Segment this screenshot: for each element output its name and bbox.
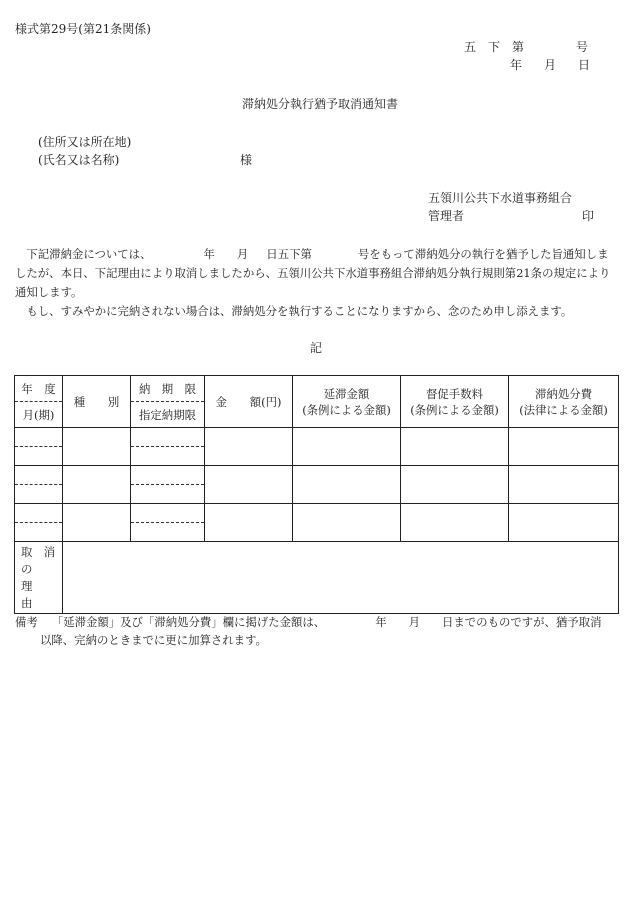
cell-year-period[interactable] (15, 504, 63, 542)
cell-disposal-fee[interactable] (509, 504, 619, 542)
cell-due-date[interactable] (131, 428, 205, 466)
cell-late-fee[interactable] (293, 428, 401, 466)
cell-amount[interactable] (205, 504, 293, 542)
reason-label-line-2: 理 由 (21, 578, 67, 610)
cell-kind[interactable] (63, 428, 131, 466)
remarks-year: 年 (375, 615, 387, 629)
header-designated-due: 指定納期限 (139, 407, 196, 422)
form-number: 様式第29号(第21条関係) (15, 22, 151, 36)
recipient-name-label: (氏名又は名称) (38, 153, 120, 167)
header-disposal-fee-note: (法律による金額) (519, 402, 608, 417)
remarks-line-1 (15, 613, 619, 631)
date-month: 月 (544, 58, 557, 72)
header-reminder-fee (401, 376, 509, 428)
remarks-part-b: 日までのものですが、猶予取消 (442, 615, 602, 629)
date-year: 年 (510, 58, 523, 72)
body-p1-day: 日五下第 (266, 247, 312, 261)
issuer-organization: 五領川公共下水道事務組合 (428, 191, 573, 205)
remarks (15, 613, 619, 649)
reason-label (15, 542, 67, 614)
document-number (464, 40, 588, 54)
issuer-role: 管理者 (428, 209, 465, 223)
reason-label-line-1: 取 消 の (21, 544, 67, 576)
header-reminder-fee-note: (条例による金額) (410, 402, 499, 417)
ki-label: 記 (310, 341, 323, 355)
remarks-line-2: 以降、完納のときまでに更に加算されます。 (40, 633, 267, 647)
cell-due-date[interactable] (131, 466, 205, 504)
header-kind: 種 別 (63, 376, 131, 428)
header-disposal-fee (509, 376, 619, 428)
recipient-honorific: 様 (240, 153, 253, 167)
issuer-seal: 印 (582, 209, 595, 223)
arrears-table (14, 375, 619, 614)
table-row (15, 504, 619, 542)
body-text (15, 245, 619, 321)
cell-reminder-fee[interactable] (401, 504, 509, 542)
document-date (510, 58, 590, 72)
header-year-period (15, 376, 63, 428)
cell-kind[interactable] (63, 504, 131, 542)
cell-amount[interactable] (205, 466, 293, 504)
cell-disposal-fee[interactable] (509, 466, 619, 504)
remarks-lead: 備考 (15, 615, 38, 629)
cell-amount[interactable] (205, 428, 293, 466)
cell-year-period[interactable] (15, 428, 63, 466)
recipient-address-label: (住所又は所在地) (38, 135, 132, 149)
document-number-suffix: 号 (576, 40, 589, 54)
reason-input-cell[interactable] (63, 542, 619, 614)
header-reminder-fee-title: 督促手数料 (426, 386, 483, 401)
cell-reminder-fee[interactable] (401, 428, 509, 466)
body-paragraph-1 (15, 245, 619, 302)
date-day: 日 (578, 58, 591, 72)
header-late-fee (293, 376, 401, 428)
document-title: 滞納処分執行猶予取消通知書 (242, 97, 399, 111)
header-due-date (131, 376, 205, 428)
reason-row (15, 542, 619, 614)
body-p1-part-b: 号をもって滞納処分の執行を猶予した旨通知しましたが、本日、下記理由により取消しましたから、五領川公共下水道事務組合滞納処分執行規則第21条の規定により通知します。 (15, 247, 611, 299)
header-disposal-fee-title: 滞納処分費 (535, 386, 592, 401)
body-paragraph-2: もし、すみやかに完納されない場合は、滞納処分を執行することになりますから、念のため申し添えます。 (26, 304, 573, 318)
header-late-fee-title: 延滞金額 (323, 386, 370, 401)
header-year: 年 度 (15, 376, 62, 402)
cell-late-fee[interactable] (293, 504, 401, 542)
header-amount: 金 額(円) (205, 376, 293, 428)
body-p1-year: 年 (203, 247, 215, 261)
cell-due-date[interactable] (131, 504, 205, 542)
cell-year-period[interactable] (15, 466, 63, 504)
table-row (15, 428, 619, 466)
document-number-prefix: 五 下 第 (464, 40, 525, 54)
cell-late-fee[interactable] (293, 466, 401, 504)
cell-reminder-fee[interactable] (401, 466, 509, 504)
remarks-month: 月 (408, 615, 420, 629)
header-due: 納 期 限 (131, 376, 204, 402)
header-period: 月(期) (22, 407, 55, 422)
cell-disposal-fee[interactable] (509, 428, 619, 466)
body-p1-part-a: 下記滞納金については、 (26, 247, 152, 261)
table-row (15, 466, 619, 504)
remarks-part-a: 「延滞金額」及び「滞納処分費」欄に掲げた金額は、 (51, 615, 326, 629)
body-p1-month: 月 (236, 247, 249, 261)
header-late-fee-note: (条例による金額) (302, 402, 391, 417)
cell-kind[interactable] (63, 466, 131, 504)
table-header-row (15, 376, 619, 428)
